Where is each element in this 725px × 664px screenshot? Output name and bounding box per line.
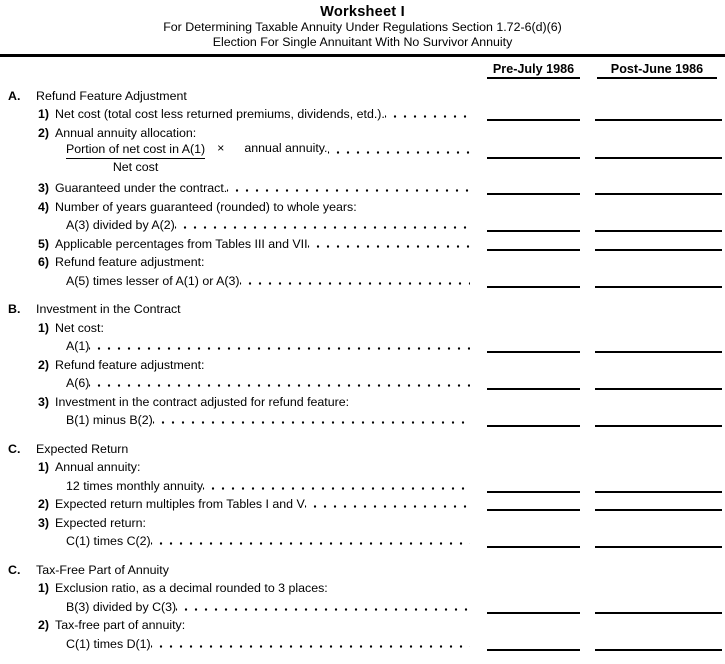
dot-leader <box>227 177 470 196</box>
item-row <box>0 251 725 270</box>
item-number: 2) <box>38 497 50 512</box>
subtitle-line-2: Election For Single Annuitant With No Survivor Annuity <box>212 34 513 49</box>
item-row <box>0 214 725 233</box>
dot-leader <box>203 474 470 493</box>
subtitle-line-1: For Determining Taxable Annuity Under Regulations Section 1.72-6(d)(6) <box>163 20 562 34</box>
item-number: 1) <box>38 320 50 335</box>
item-text: B(3) divided by C(3) <box>66 599 177 614</box>
dot-leader <box>328 140 470 159</box>
item-text: Tax-free part of annuity: <box>55 618 186 633</box>
item-row <box>0 121 725 140</box>
item-text: A(3) divided by A(2) <box>66 218 175 233</box>
item-text: Annual annuity: <box>55 460 141 475</box>
item-row <box>0 195 725 214</box>
entry-line-pre-july-1986 <box>487 140 580 159</box>
entry-line-pre-july-1986 <box>487 176 580 195</box>
dot-leader <box>240 269 470 288</box>
item-number: 2) <box>38 125 50 140</box>
dot-leader <box>385 103 470 122</box>
section-header-row <box>0 437 725 456</box>
item-row <box>0 316 725 335</box>
item-row <box>0 493 725 512</box>
entry-line-pre-july-1986 <box>487 269 580 288</box>
item-row <box>0 269 725 288</box>
item-row <box>0 632 725 651</box>
item-number: 3) <box>38 515 50 530</box>
item-text: Refund feature adjustment: <box>55 357 205 372</box>
item-text: A(6) <box>66 376 90 391</box>
item-text: A(1) <box>66 339 90 354</box>
fraction-numerator: Portion of net cost in A(1) <box>66 142 205 159</box>
entry-line-pre-july-1986 <box>487 102 580 121</box>
item-number: 4) <box>38 199 50 214</box>
section-heading: Investment in the Contract <box>36 302 181 317</box>
entry-line-pre-july-1986 <box>487 595 580 614</box>
item-text: Expected return multiples from Tables I and V <box>55 497 305 512</box>
entry-line-post-june-1986 <box>595 232 722 251</box>
item-text: 12 times monthly annuity <box>66 478 204 493</box>
item-text: Number of years guaranteed (rounded) to whole years: <box>55 199 357 214</box>
section <box>0 298 725 428</box>
section <box>0 84 725 288</box>
dot-leader <box>305 493 470 512</box>
entry-line-post-june-1986 <box>595 102 722 121</box>
item-text: Investment in the contract adjusted for refund feature: <box>55 394 350 409</box>
dot-leader <box>89 372 470 391</box>
section-label: B. <box>8 302 21 317</box>
item-number: 2) <box>38 357 50 372</box>
item-row <box>0 335 725 354</box>
item-text: C(1) times C(2) <box>66 534 151 549</box>
dot-leader <box>89 335 470 354</box>
entry-line-post-june-1986 <box>595 474 722 493</box>
entry-line-post-june-1986 <box>595 529 722 548</box>
dot-leader <box>175 214 470 233</box>
section-label: C. <box>8 441 21 456</box>
entry-line-pre-july-1986 <box>487 232 580 251</box>
entry-line-pre-july-1986 <box>487 408 580 427</box>
entry-line-post-june-1986 <box>595 334 722 353</box>
section-heading: Tax-Free Part of Annuity <box>36 562 169 577</box>
multiplication-sign: × <box>217 140 225 155</box>
entry-line-pre-july-1986 <box>487 334 580 353</box>
fraction-denominator: Net cost <box>112 159 159 174</box>
item-row <box>0 140 725 177</box>
entry-line-post-june-1986 <box>595 269 722 288</box>
entry-line-pre-july-1986 <box>487 632 580 651</box>
item-number: 5) <box>38 236 50 251</box>
item-row <box>0 232 725 251</box>
item-row <box>0 530 725 549</box>
item-row <box>0 456 725 475</box>
dot-leader <box>153 409 470 428</box>
item-number: 1) <box>38 460 50 475</box>
section-label: A. <box>8 88 21 103</box>
item-number: 3) <box>38 181 50 196</box>
fraction-block <box>66 140 205 176</box>
item-text: A(5) times lesser of A(1) or A(3) <box>66 273 240 288</box>
column-headers <box>0 57 725 81</box>
entry-line-post-june-1986 <box>595 595 722 614</box>
item-row <box>0 177 725 196</box>
entry-line-pre-july-1986 <box>487 492 580 511</box>
item-text: Applicable percentages from Tables III and VII <box>55 236 308 251</box>
sections-container <box>0 84 725 651</box>
item-text: Net cost (total cost less returned premiums, dividends, etd.). <box>55 107 385 122</box>
item-text: Refund feature adjustment: <box>55 255 205 270</box>
item-text: C(1) times D(1) <box>66 636 151 651</box>
section <box>0 558 725 651</box>
item-text: Exclusion ratio, as a decimal rounded to 3 places: <box>55 581 328 596</box>
item-row <box>0 372 725 391</box>
item-row <box>0 474 725 493</box>
item-text: annual annuity. <box>244 140 328 155</box>
item-row <box>0 511 725 530</box>
entry-line-post-june-1986 <box>595 632 722 651</box>
section <box>0 437 725 548</box>
item-row <box>0 595 725 614</box>
entry-line-post-june-1986 <box>595 176 722 195</box>
entry-line-pre-july-1986 <box>487 474 580 493</box>
dot-leader <box>176 595 470 614</box>
entry-line-pre-july-1986 <box>487 529 580 548</box>
item-row <box>0 390 725 409</box>
column-header-post-june-1986: Post-June 1986 <box>597 62 717 79</box>
section-heading: Expected Return <box>36 441 129 456</box>
item-row <box>0 577 725 596</box>
entry-line-post-june-1986 <box>595 408 722 427</box>
item-number: 6) <box>38 255 50 270</box>
item-number: 3) <box>38 394 50 409</box>
entry-line-post-june-1986 <box>595 140 722 159</box>
item-text: Expected return: <box>55 515 146 530</box>
dot-leader <box>308 232 470 251</box>
worksheet-title: Worksheet I <box>320 4 405 20</box>
item-text: Annual annuity allocation: <box>55 125 197 140</box>
entry-line-pre-july-1986 <box>487 371 580 390</box>
item-number: 1) <box>38 107 50 122</box>
section-heading: Refund Feature Adjustment <box>36 88 187 103</box>
entry-line-post-june-1986 <box>595 213 722 232</box>
item-number: 1) <box>38 581 50 596</box>
entry-line-post-june-1986 <box>595 492 722 511</box>
dot-leader <box>151 632 470 651</box>
section-header-row <box>0 298 725 317</box>
entry-line-pre-july-1986 <box>487 213 580 232</box>
column-header-pre-july-1986: Pre-July 1986 <box>487 62 580 79</box>
item-text: Guaranteed under the contract. <box>55 181 228 196</box>
item-row <box>0 614 725 633</box>
item-number: 2) <box>38 618 50 633</box>
section-header-row <box>0 84 725 103</box>
item-text: B(1) minus B(2) <box>66 413 153 428</box>
item-row <box>0 353 725 372</box>
dot-leader <box>151 530 470 549</box>
item-row <box>0 409 725 428</box>
entry-line-post-june-1986 <box>595 371 722 390</box>
section-label: C. <box>8 562 21 577</box>
section-header-row <box>0 558 725 577</box>
item-text: Net cost: <box>55 320 104 335</box>
item-row <box>0 103 725 122</box>
